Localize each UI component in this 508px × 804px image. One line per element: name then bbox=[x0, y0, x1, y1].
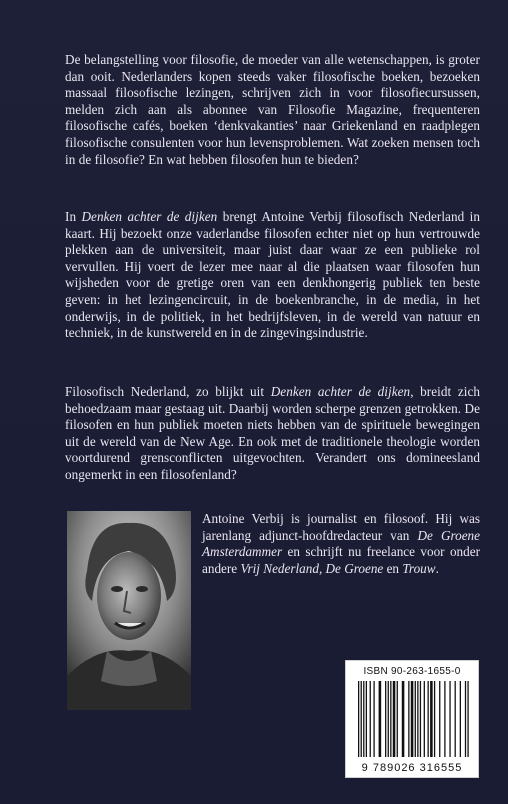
blurb-paragraph-1 bbox=[65, 52, 480, 168]
barcode-bar bbox=[373, 681, 374, 757]
barcode-bar bbox=[420, 681, 421, 757]
barcode-bar bbox=[428, 681, 429, 757]
author-bio bbox=[202, 511, 480, 577]
blurb-paragraph-2 bbox=[65, 209, 480, 342]
barcode-bar bbox=[415, 681, 416, 757]
bio-middle: en schrijft nu freelance voor onder andere bbox=[202, 544, 480, 576]
paragraph-3-body: , breidt zich behoedzaam maar gestaag uit. Daarbij worden scherpe grenzen getrokken. De filosofen en hun publiek moeten niets hebben van de spirituele bewegingen uit de wereld van de New Age. En ook met de traditionele theologie worden voortdurend grensconflicten uitgevochten. Verandert ons domineesland ongemerkt in een filosofenland? bbox=[65, 384, 481, 482]
book-title-italic: Denken achter de dijken bbox=[81, 209, 218, 224]
paragraph-2-body: brengt Antoine Verbij filosofisch Nederland in kaart. Hij bezoekt onze vaderlandse filosofen echter niet op hun vertrouwde plekken aan de universiteit, maar juist daar waar ze een publieke rol vervullen. Hij voert de lezer mee naar al die plaatsen waar filosofen hun wijsheden voor de gretige oren van een denkhongerig publiek ten beste geven: in het lezingencircuit, in de boekenbranche, in de media, in het onderwijs, in de politiek, in het bedrijfsleven, in de wereld van natuur en techniek, in de kunstwereld en in de zingevingsindustrie. bbox=[65, 209, 480, 341]
barcode-bar bbox=[434, 681, 435, 757]
barcode-bar bbox=[388, 681, 389, 757]
bio-magazine-1: De Groene Amsterdammer bbox=[202, 527, 480, 560]
book-title-italic-2: Denken achter de dijken bbox=[270, 384, 411, 399]
barcode-bar bbox=[465, 681, 466, 757]
paragraph-1-text: De belangstelling voor filosofie, de moeder van alle wetenschappen, is groter dan ooit. Nederlanders kopen steeds vaker filosofische boeken, bezoeken massaal filosofische lezingen, schrijven zich in voor filosofiecursussen, melden zich aan als abonnee van Filosofie Magazine, frequenteren filosofische cafés, boeken ‘denkvakanties’ naar Griekenland en raadplegen filosofische consulenten voor hun levensproblemen. Wat zoeken mensen toch in de filosofie? En wat hebben filosofen hun te bieden? bbox=[65, 52, 480, 167]
bio-and: en bbox=[383, 560, 403, 576]
barcode-bar bbox=[366, 681, 367, 757]
author-photo bbox=[67, 511, 191, 710]
barcode-bar bbox=[467, 681, 468, 757]
blurb-paragraph-3 bbox=[65, 384, 480, 484]
barcode-bar bbox=[397, 681, 398, 757]
paragraph-2-lead: In bbox=[65, 209, 82, 224]
barcode-bar bbox=[424, 681, 425, 757]
barcode-bar bbox=[408, 681, 409, 757]
barcode-bar bbox=[430, 681, 433, 757]
paragraph-3-lead: Filosofisch Nederland, zo blijkt uit bbox=[65, 384, 271, 399]
barcode-bar bbox=[379, 681, 382, 757]
bio-magazine-3: Trouw bbox=[402, 560, 436, 576]
barcode-bar bbox=[393, 681, 396, 757]
barcode-bar bbox=[460, 681, 461, 757]
barcode-bar bbox=[385, 681, 386, 757]
barcode-bar bbox=[449, 681, 450, 757]
bio-magazine-2: Vrij Nederland, De Groene bbox=[240, 560, 384, 576]
bio-end: . bbox=[435, 560, 439, 576]
barcode-bar bbox=[370, 681, 371, 757]
barcode-bar bbox=[411, 681, 414, 757]
barcode-bar bbox=[363, 681, 364, 757]
bio-lead: Antoine Verbij is journalist en filosoof. Hij was jarenlang adjunct-hoofdredacteur van bbox=[202, 511, 480, 543]
barcode-bar bbox=[358, 681, 359, 757]
barcode-bar bbox=[361, 681, 362, 757]
barcode-bar bbox=[402, 681, 405, 757]
ean-number: 9 789026 316555 bbox=[361, 762, 463, 774]
isbn-number: ISBN 90-263-1655-0 bbox=[363, 666, 461, 677]
barcode-bar bbox=[417, 681, 418, 757]
barcode-label bbox=[345, 660, 479, 778]
barcode-bar bbox=[390, 681, 391, 757]
barcode-bar bbox=[439, 681, 440, 757]
barcode-bar bbox=[444, 681, 445, 757]
barcode-bars bbox=[358, 681, 470, 757]
barcode-bar bbox=[455, 681, 456, 757]
